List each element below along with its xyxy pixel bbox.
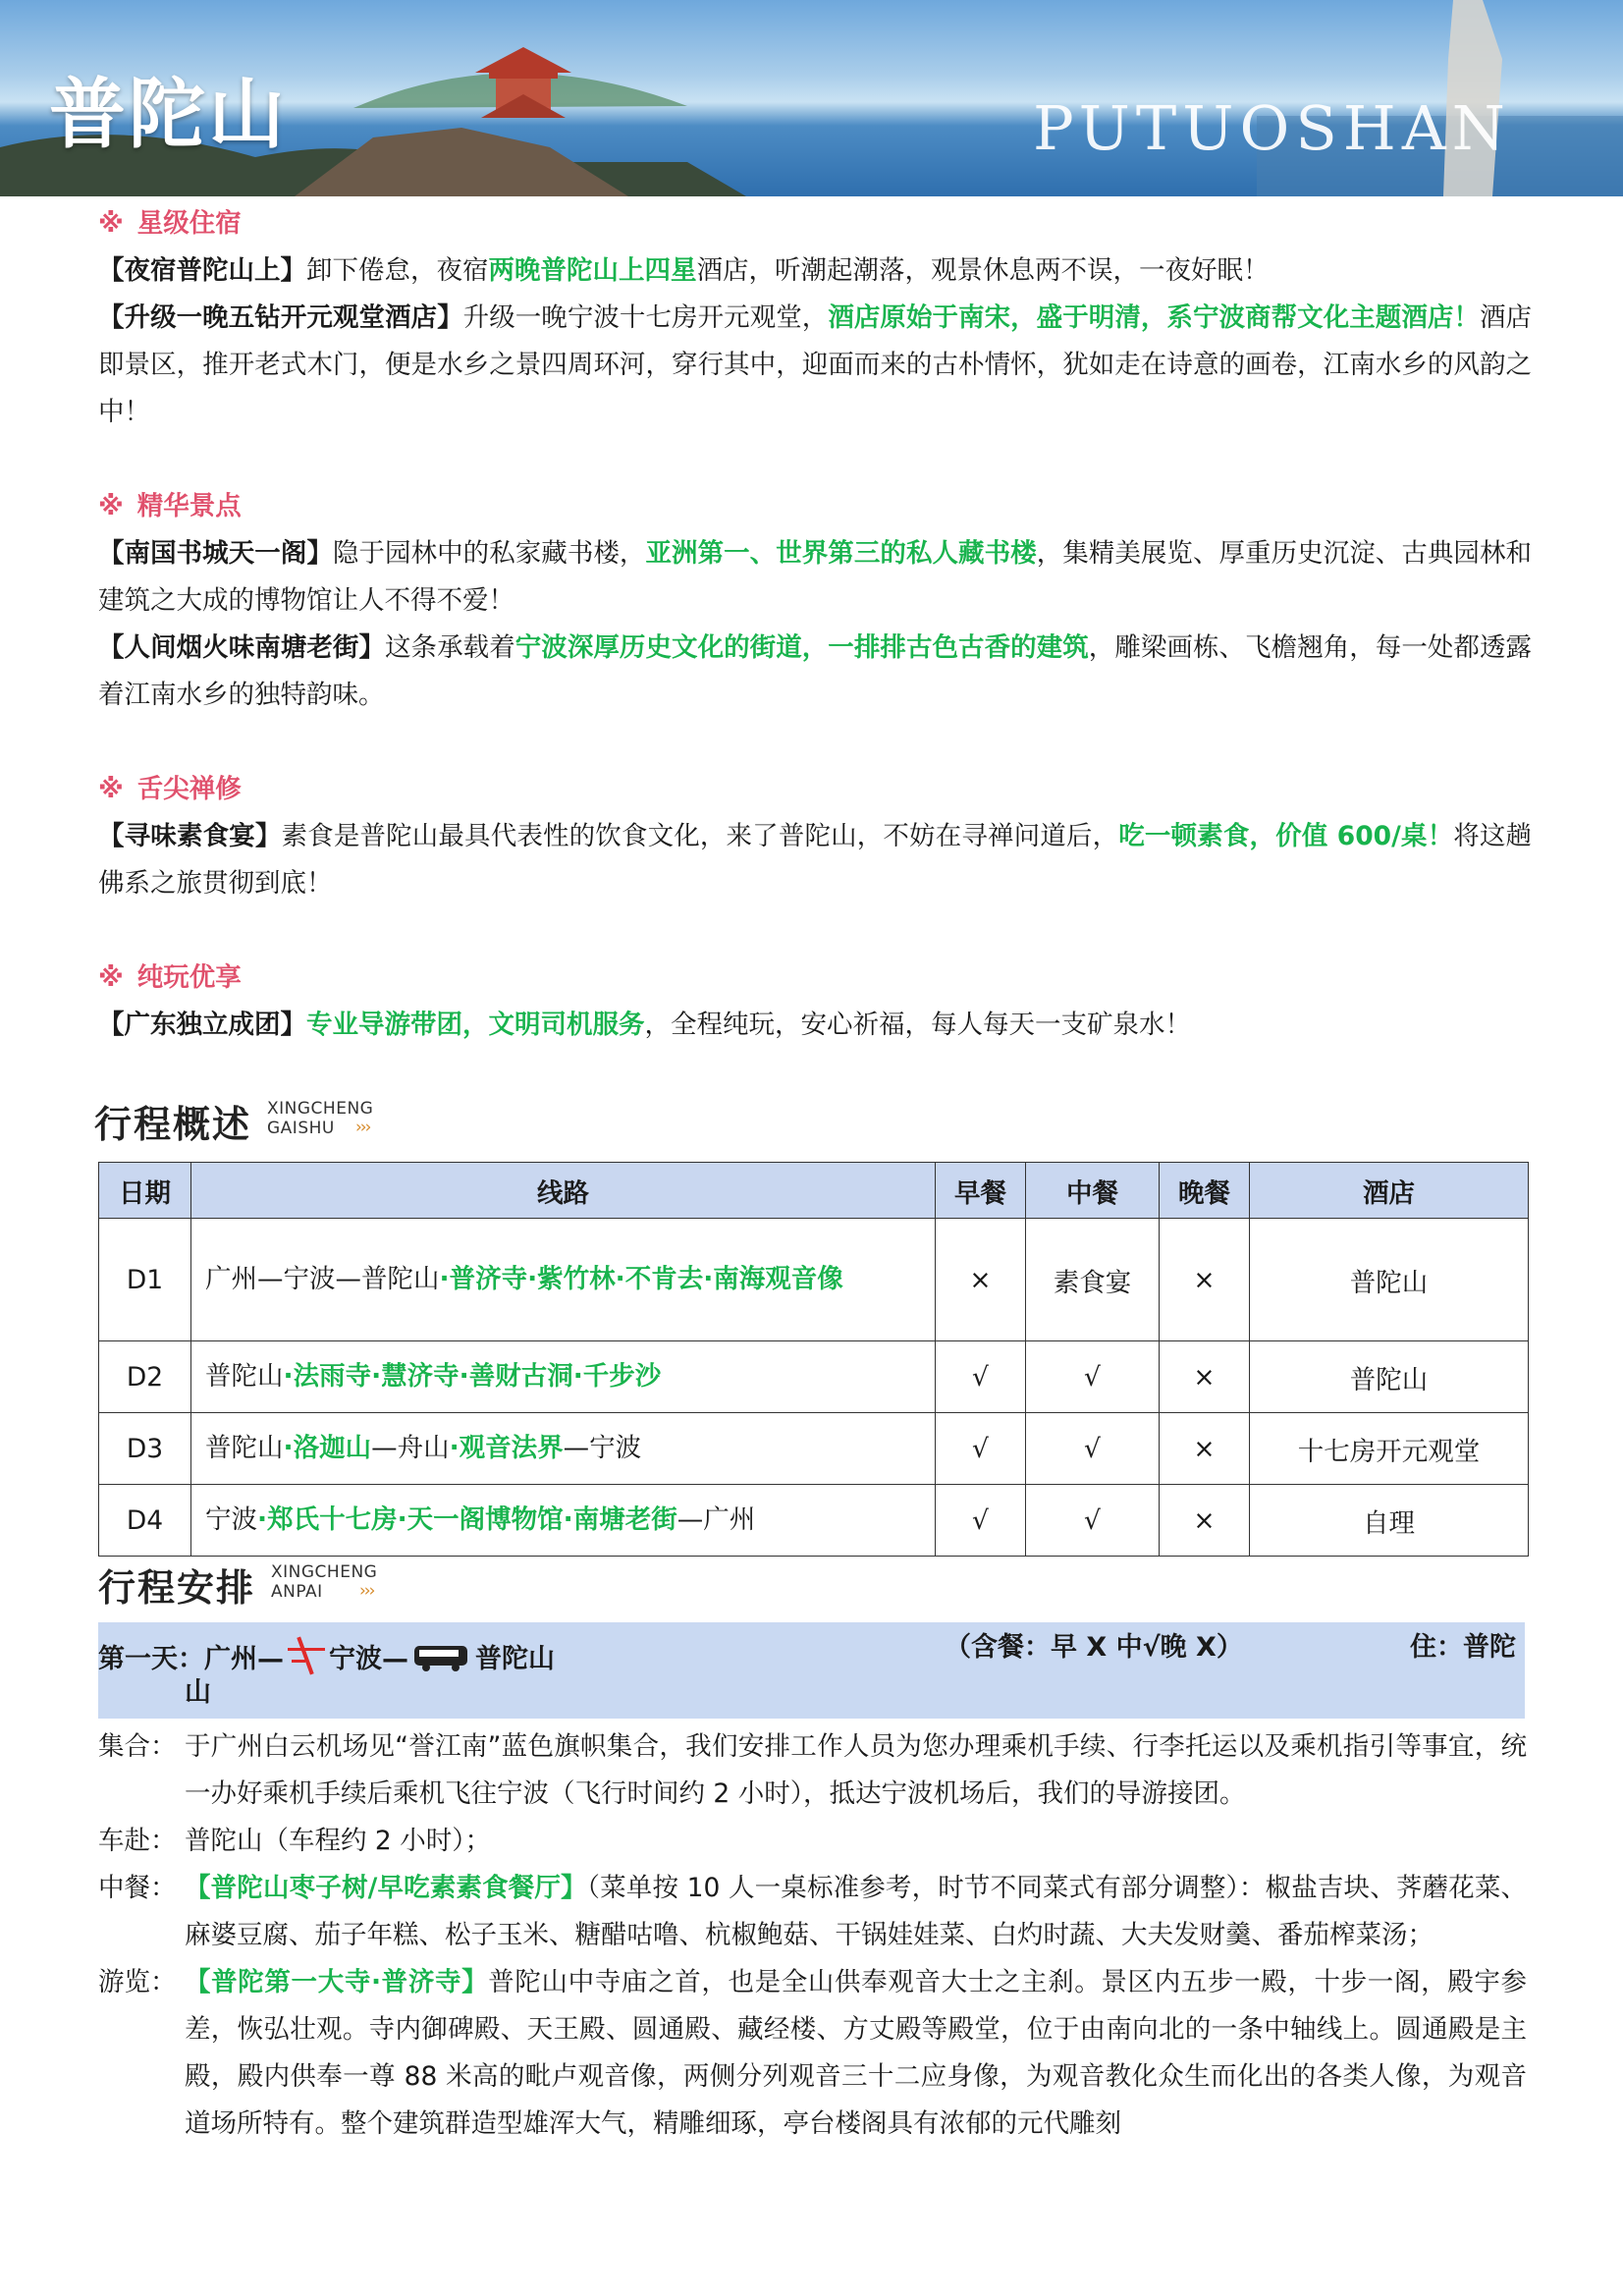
day-cell: D2 [99,1341,191,1413]
column-header: 早餐 [936,1163,1026,1219]
header-banner [0,0,1623,196]
green-highlight: 宁波深厚历史文化的街道，一排排古色古香的建筑 [514,632,1089,663]
lunch-cell: √ [1026,1485,1160,1557]
route-text: —广州 [676,1504,756,1535]
body-text: ，集精美展览、厚重历史沉淀、古典园林和建筑之大成的博物馆让人不得不爱！ [98,538,1533,616]
green-highlight: 专业导游带团，文明司机服务 [306,1010,645,1040]
schedule-item [98,1959,1527,2148]
section-heading-text: 星级住宿 [136,208,242,239]
breakfast-cell: √ [936,1485,1026,1557]
bus-icon [412,1642,471,1673]
route-highlight: ·观音法界 [449,1433,564,1463]
dinner-cell: × [1160,1341,1250,1413]
paragraph [98,813,1532,907]
green-highlight: 【普陀第一大寺·普济寺】 [185,1967,489,1997]
schedule-label: 游览： [98,1967,177,1997]
day-one-schedule [98,1723,1527,2148]
section-title-cn: 行程安排 [98,1566,256,1610]
column-header: 日期 [99,1163,191,1219]
bracket-tag: 【南国书城天一阁】 [98,538,333,569]
highlights [98,200,1532,1049]
route-text: 广州—宁波—普陀山 [205,1264,440,1294]
route-text: —舟山 [371,1433,450,1463]
paragraph [98,625,1532,719]
column-header: 酒店 [1250,1163,1529,1219]
arrangement-section-title [98,1552,432,1611]
overnight-stay: 住：普陀 [1410,1632,1516,1663]
paragraph [98,1002,1532,1049]
section-title-en: XINGCHENG [267,1099,374,1119]
route-text: —宁波 [563,1433,642,1463]
meal-included: （含餐：早 X 中√晚 X） [945,1632,1243,1663]
section-heading-pure-play [98,955,1532,1002]
hotel-cell: 十七房开元观堂 [1250,1413,1529,1485]
body-text: 酒店，听潮起潮落，观景休息两不误，一夜好眠！ [696,255,1270,286]
dinner-cell: × [1160,1413,1250,1485]
body-text: 这条承载着 [385,632,515,663]
column-header: 晚餐 [1160,1163,1250,1219]
bracket-tag: 【人间烟火味南塘老街】 [98,632,386,663]
schedule-label: 集合： [98,1731,177,1762]
green-highlight: 酒店原始于南宋，盛于明清，系宁波商帮文化主题酒店！ [828,302,1480,333]
reference-mark: ※ [98,491,124,521]
paragraph [98,247,1532,295]
day-cell: D3 [99,1413,191,1485]
airplane-icon [286,1636,327,1675]
route-text: 普陀山 [205,1361,284,1392]
body-text: 酒店即景区，推开老式木门，便是水乡之景四周环河，穿行其中，迎面而来的古朴情怀，犹如走在诗意的画卷，江南水乡的风韵之中！ [98,302,1533,427]
green-highlight: 亚洲第一、世界第三的私人藏书楼 [645,538,1037,569]
itinerary-overview-table [98,1162,1529,1557]
day-route-text: 宁波— [329,1644,408,1674]
table-header-row [99,1163,1529,1219]
section-title-en: XINGCHENG [271,1562,378,1582]
bracket-tag: 【寻味素食宴】 [98,821,282,851]
green-highlight: 【普陀山枣子树/早吃素素食餐厅】 [185,1873,587,1903]
schedule-text: 于广州白云机场见“誉江南”蓝色旗帜集合，我们安排工作人员为您办理乘机手续、行李托运以及乘机指引等事宜，统一办好乘机手续后乘机飞往宁波（飞行时间约 2 小时），抵达宁波机场后，我们的导游接团。 [185,1731,1527,1809]
section-heading-text: 纯玩优享 [136,962,242,993]
body-text: 素食是普陀山最具代表性的饮食文化，来了普陀山，不妨在寻禅问道后， [281,821,1119,851]
breakfast-cell: × [936,1219,1026,1341]
paragraph [98,295,1532,436]
section-heading-text: 舌尖禅修 [136,774,242,804]
schedule-item [98,1818,1527,1865]
hotel-cell: 普陀山 [1250,1341,1529,1413]
bracket-tag: 【升级一晚五钻开元观堂酒店】 [98,302,463,333]
route-text: 普陀山 [205,1433,284,1463]
body-text: 升级一晚宁波十七房开元观堂， [462,302,829,333]
paragraph [98,530,1532,625]
hotel-cell: 自理 [1250,1485,1529,1557]
route-highlight: ·法雨寺·慧济寺·善财古洞·千步沙 [283,1361,662,1392]
section-heading-attractions [98,483,1532,530]
column-header: 线路 [191,1163,936,1219]
day-cell: D4 [99,1485,191,1557]
table-row [99,1413,1529,1485]
dinner-cell: × [1160,1219,1250,1341]
route-highlight: ·郑氏十七房·天一阁博物馆·南塘老街 [257,1504,677,1535]
body-text: ，雕梁画栋、飞檐翘角，每一处都透露着江南水乡的独特韵味。 [98,632,1533,710]
day-one-heading [98,1622,1525,1719]
overnight-stay-wrap: 山 [185,1677,211,1708]
green-highlight: 吃一顿素食，价值 600/桌！ [1118,821,1454,851]
bracket-tag: 【夜宿普陀山上】 [98,255,306,286]
day-cell: D1 [99,1219,191,1341]
green-highlight: 两晚普陀山上四星 [488,255,697,286]
section-heading-text: 精华景点 [136,491,242,521]
schedule-label: 中餐： [98,1873,177,1903]
chevron-arrows-icon: ››› [359,1581,374,1601]
schedule-text: 普陀山（车程约 2 小时）； [185,1826,491,1856]
hotel-cell: 普陀山 [1250,1219,1529,1341]
lunch-cell: 素食宴 [1026,1219,1160,1341]
route-cell [191,1485,936,1557]
body-text: 隐于园林中的私家藏书楼， [332,538,646,569]
section-title-cn: 行程概述 [94,1103,252,1146]
column-header: 中餐 [1026,1163,1160,1219]
route-cell [191,1219,936,1341]
table-row [99,1219,1529,1341]
table-row [99,1341,1529,1413]
schedule-item [98,1865,1527,1959]
page-title: 普陀山 [49,71,289,159]
schedule-label: 车赴： [98,1826,177,1856]
day-route [98,1628,555,1679]
dinner-cell: × [1160,1485,1250,1557]
page-title-english: PUTUOSHAN [1033,92,1511,164]
reference-mark: ※ [98,774,124,804]
breakfast-cell: √ [936,1341,1026,1413]
section-title-en: ANPAI [271,1582,323,1602]
reference-mark: ※ [98,962,124,993]
body-text: 将这趟佛系之旅贯彻到底！ [98,821,1533,899]
route-highlight: ·洛迦山 [283,1433,372,1463]
body-text: ，全程纯玩，安心祈福，每人每天一支矿泉水！ [644,1010,1191,1040]
chevron-arrows-icon: ››› [355,1118,370,1137]
route-text: 宁波 [205,1504,257,1535]
schedule-item [98,1723,1527,1818]
section-heading-cuisine [98,766,1532,813]
overview-section-title [94,1088,428,1147]
bracket-tag: 【广东独立成团】 [98,1010,306,1040]
section-title-en: GAISHU [267,1119,335,1138]
schedule-text: 普陀山中寺庙之首，也是全山供奉观音大士之主刹。景区内五步一殿，十步一阁，殿宇参差，恢弘壮观。寺内御碑殿、天王殿、圆通殿、藏经楼、方丈殿等殿堂，位于由南向北的一条中轴线上。圆通殿是主殿，殿内供奉一尊 88 米高的毗卢观音像，两侧分列观音三十二应身像，为观音教化众生而化出的各类人像，为观音道场所特有。整个建筑群造型雄浑大气，精雕细琢，亭台楼阁具有浓郁的元代雕刻 [185,1967,1527,2139]
schedule-text: （菜单按 10 人一桌标准参考，时节不同菜式有部分调整）：椒盐吉块、荠蘑花菜、麻婆豆腐、茄子年糕、松子玉米、糖醋咕噜、杭椒鲍菇、干锅娃娃菜、白灼时蔬、大夫发财羹、番茄榨菜汤； [185,1873,1527,1950]
route-highlight: ·普济寺·紫竹林·不肯去·南海观音像 [439,1264,843,1294]
section-heading-accommodation [98,200,1532,247]
breakfast-cell: √ [936,1413,1026,1485]
route-cell [191,1413,936,1485]
day-route-text: 普陀山 [475,1644,555,1674]
route-cell [191,1341,936,1413]
lunch-cell: √ [1026,1341,1160,1413]
body-text: 卸下倦怠，夜宿 [306,255,489,286]
reference-mark: ※ [98,208,124,239]
day-route-text: 第一天：广州— [98,1644,284,1674]
lunch-cell: √ [1026,1413,1160,1485]
table-row [99,1485,1529,1557]
